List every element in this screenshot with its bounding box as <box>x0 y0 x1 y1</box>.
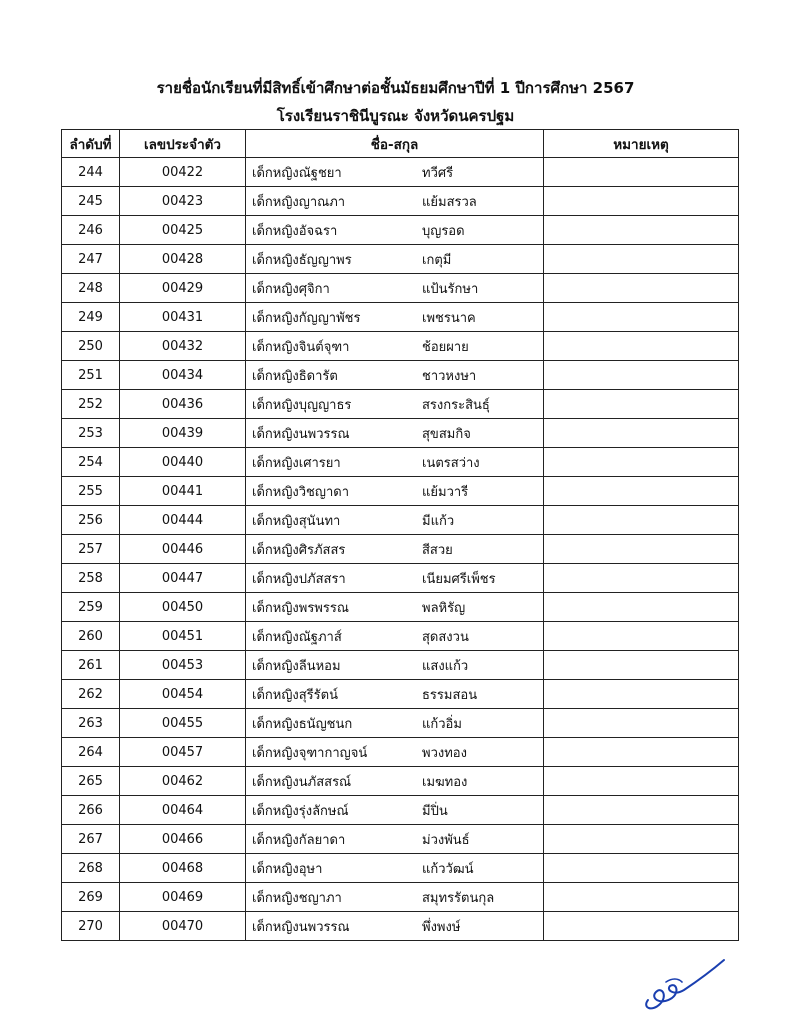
last-name: แก้ววัฒน์ <box>422 861 474 877</box>
header-remarks: หมายเหตุ <box>544 130 739 158</box>
remarks-cell <box>544 564 739 593</box>
remarks-cell <box>544 448 739 477</box>
full-name <box>252 916 543 937</box>
first-name: เด็กหญิงสุรีรัตน์ <box>252 687 338 703</box>
order-number-cell: 268 <box>62 854 120 883</box>
order-number-cell: 266 <box>62 796 120 825</box>
last-name: บุญรอด <box>422 223 465 239</box>
last-name: เกตุมี <box>422 252 452 268</box>
table-row <box>62 245 739 274</box>
remarks-cell <box>544 680 739 709</box>
table-row <box>62 216 739 245</box>
last-name: ทวีศรี <box>422 165 454 181</box>
first-name: เด็กหญิงจุฑากาญจน์ <box>252 745 368 761</box>
table-row <box>62 680 739 709</box>
first-name: เด็กหญิงนพวรรณ <box>252 919 350 935</box>
table-row <box>62 535 739 564</box>
full-name <box>252 568 543 589</box>
table-row <box>62 738 739 767</box>
full-name-cell <box>246 883 544 912</box>
first-name: เด็กหญิงกัลยาดา <box>252 832 346 848</box>
remarks-cell <box>544 796 739 825</box>
student-id-cell: 00444 <box>120 506 246 535</box>
last-name: สุขสมกิจ <box>422 426 471 442</box>
table-row <box>62 303 739 332</box>
last-name: พวงทอง <box>422 745 467 761</box>
remarks-cell <box>544 274 739 303</box>
full-name <box>252 365 543 386</box>
remarks-cell <box>544 245 739 274</box>
first-name: เด็กหญิงสุนันทา <box>252 513 341 529</box>
full-name-cell <box>246 390 544 419</box>
first-name: เด็กหญิงอุษา <box>252 861 323 877</box>
first-name: เด็กหญิงจินต์จุฑา <box>252 339 350 355</box>
full-name-cell <box>246 564 544 593</box>
first-name: เด็กหญิงศิรภัสสร <box>252 542 346 558</box>
remarks-cell <box>544 854 739 883</box>
student-id-cell: 00423 <box>120 187 246 216</box>
full-name-cell <box>246 361 544 390</box>
order-number-cell: 246 <box>62 216 120 245</box>
last-name: เนตรสว่าง <box>422 455 480 471</box>
student-id-cell: 00454 <box>120 680 246 709</box>
remarks-cell <box>544 622 739 651</box>
remarks-cell <box>544 535 739 564</box>
first-name: เด็กหญิงธนัญชนก <box>252 716 353 732</box>
table-header-row <box>62 130 739 158</box>
order-number-cell: 262 <box>62 680 120 709</box>
full-name <box>252 423 543 444</box>
order-number-cell: 265 <box>62 767 120 796</box>
full-name-cell <box>246 448 544 477</box>
first-name: เด็กหญิงชญาภา <box>252 890 342 906</box>
first-name: เด็กหญิงวิชญาดา <box>252 484 349 500</box>
table-row <box>62 622 739 651</box>
full-name <box>252 655 543 676</box>
student-id-cell: 00457 <box>120 738 246 767</box>
order-number-cell: 267 <box>62 825 120 854</box>
full-name-cell <box>246 593 544 622</box>
first-name: เด็กหญิงรุ่งลักษณ์ <box>252 803 349 819</box>
full-name <box>252 249 543 270</box>
full-name <box>252 394 543 415</box>
student-id-cell: 00425 <box>120 216 246 245</box>
full-name <box>252 539 543 560</box>
remarks-cell <box>544 593 739 622</box>
order-number-cell: 261 <box>62 651 120 680</box>
table-row <box>62 593 739 622</box>
full-name <box>252 278 543 299</box>
order-number-cell: 269 <box>62 883 120 912</box>
table-row <box>62 274 739 303</box>
student-id-cell: 00466 <box>120 825 246 854</box>
table-row <box>62 361 739 390</box>
remarks-cell <box>544 506 739 535</box>
student-id-cell: 00431 <box>120 303 246 332</box>
full-name <box>252 191 543 212</box>
last-name: สมุทรรัตนกุล <box>422 890 495 906</box>
table-row <box>62 825 739 854</box>
student-id-cell: 00446 <box>120 535 246 564</box>
table-row <box>62 564 739 593</box>
full-name-cell <box>246 419 544 448</box>
order-number-cell: 251 <box>62 361 120 390</box>
last-name: ธรรมสอน <box>422 687 478 703</box>
first-name: เด็กหญิงศุจิกา <box>252 281 330 297</box>
full-name-cell <box>246 912 544 941</box>
full-name <box>252 800 543 821</box>
remarks-cell <box>544 303 739 332</box>
last-name: ม่วงพันธ์ <box>422 832 470 848</box>
last-name: แย้มวารี <box>422 484 469 500</box>
last-name: เมฆทอง <box>422 774 468 790</box>
student-id-cell: 00462 <box>120 767 246 796</box>
student-id-cell: 00436 <box>120 390 246 419</box>
table-row <box>62 158 739 187</box>
order-number-cell: 258 <box>62 564 120 593</box>
full-name <box>252 771 543 792</box>
full-name-cell <box>246 216 544 245</box>
full-name <box>252 713 543 734</box>
table-row <box>62 854 739 883</box>
student-id-cell: 00432 <box>120 332 246 361</box>
full-name <box>252 829 543 850</box>
order-number-cell: 248 <box>62 274 120 303</box>
order-number-cell: 250 <box>62 332 120 361</box>
student-id-cell: 00453 <box>120 651 246 680</box>
first-name: เด็กหญิงณัฐชยา <box>252 165 342 181</box>
full-name-cell <box>246 622 544 651</box>
student-id-cell: 00455 <box>120 709 246 738</box>
student-id-cell: 00450 <box>120 593 246 622</box>
first-name: เด็กหญิงนภัสสรณ์ <box>252 774 352 790</box>
student-id-cell: 00422 <box>120 158 246 187</box>
table-row <box>62 506 739 535</box>
full-name <box>252 452 543 473</box>
remarks-cell <box>544 390 739 419</box>
full-name-cell <box>246 274 544 303</box>
table-row <box>62 651 739 680</box>
order-number-cell: 249 <box>62 303 120 332</box>
student-id-cell: 00468 <box>120 854 246 883</box>
order-number-cell: 247 <box>62 245 120 274</box>
remarks-cell <box>544 477 739 506</box>
last-name: แป้นรักษา <box>422 281 479 297</box>
last-name: สรงกระสินธุ์ <box>422 397 490 413</box>
full-name-cell <box>246 680 544 709</box>
order-number-cell: 257 <box>62 535 120 564</box>
last-name: สีสวย <box>422 542 453 558</box>
full-name-cell <box>246 477 544 506</box>
student-id-cell: 00440 <box>120 448 246 477</box>
full-name-cell <box>246 506 544 535</box>
first-name: เด็กหญิงณัฐภาส์ <box>252 629 342 645</box>
order-number-cell: 256 <box>62 506 120 535</box>
student-roster-table <box>61 129 739 941</box>
table-row <box>62 767 739 796</box>
full-name-cell <box>246 738 544 767</box>
remarks-cell <box>544 825 739 854</box>
last-name: แสงแก้ว <box>422 658 469 674</box>
order-number-cell: 270 <box>62 912 120 941</box>
table-row <box>62 390 739 419</box>
full-name-cell <box>246 709 544 738</box>
remarks-cell <box>544 158 739 187</box>
header-order-number: ลำดับที่ <box>62 130 120 158</box>
remarks-cell <box>544 187 739 216</box>
remarks-cell <box>544 883 739 912</box>
first-name: เด็กหญิงบุญญาธร <box>252 397 352 413</box>
student-id-cell: 00464 <box>120 796 246 825</box>
first-name: เด็กหญิงอัจฉรา <box>252 223 338 239</box>
full-name <box>252 887 543 908</box>
first-name: เด็กหญิงพรพรรณ <box>252 600 349 616</box>
student-id-cell: 00470 <box>120 912 246 941</box>
school-name: โรงเรียนราชินีบูรณะ จังหวัดนครปฐม <box>276 107 515 125</box>
last-name: มีแก้ว <box>422 513 455 529</box>
order-number-cell: 259 <box>62 593 120 622</box>
full-name-cell <box>246 651 544 680</box>
order-number-cell: 244 <box>62 158 120 187</box>
remarks-cell <box>544 419 739 448</box>
last-name: ชาวหงษา <box>422 368 477 384</box>
last-name: พึ่งพงษ์ <box>422 919 461 935</box>
full-name <box>252 162 543 183</box>
first-name: เด็กหญิงธัญญาพร <box>252 252 352 268</box>
table-row <box>62 448 739 477</box>
student-id-cell: 00441 <box>120 477 246 506</box>
full-name <box>252 481 543 502</box>
table-row <box>62 709 739 738</box>
full-name <box>252 510 543 531</box>
table-body <box>62 158 739 941</box>
full-name <box>252 858 543 879</box>
full-name <box>252 307 543 328</box>
student-id-cell: 00469 <box>120 883 246 912</box>
full-name-cell <box>246 187 544 216</box>
header-full-name: ชื่อ-สกุล <box>246 130 544 158</box>
last-name: เนียมศรีเพ็ชร <box>422 571 496 587</box>
first-name: เด็กหญิงญาณภา <box>252 194 346 210</box>
remarks-cell <box>544 738 739 767</box>
last-name: แก้วอิ่ม <box>422 716 462 732</box>
order-number-cell: 255 <box>62 477 120 506</box>
full-name <box>252 684 543 705</box>
full-name <box>252 742 543 763</box>
full-name <box>252 597 543 618</box>
student-id-cell: 00434 <box>120 361 246 390</box>
table-row <box>62 332 739 361</box>
first-name: เด็กหญิงปภัสสรา <box>252 571 346 587</box>
last-name: พลหิรัญ <box>422 600 466 616</box>
table-row <box>62 796 739 825</box>
first-name: เด็กหญิงลีนหอม <box>252 658 341 674</box>
last-name: แย้มสรวล <box>422 194 477 210</box>
full-name-cell <box>246 303 544 332</box>
last-name: ช้อยผาย <box>422 339 469 355</box>
remarks-cell <box>544 216 739 245</box>
last-name: เพชรนาค <box>422 310 476 326</box>
remarks-cell <box>544 651 739 680</box>
student-id-cell: 00439 <box>120 419 246 448</box>
first-name: เด็กหญิงธิดารัต <box>252 368 338 384</box>
table-row <box>62 883 739 912</box>
full-name-cell <box>246 767 544 796</box>
full-name-cell <box>246 825 544 854</box>
table-row <box>62 912 739 941</box>
full-name-cell <box>246 332 544 361</box>
full-name-cell <box>246 796 544 825</box>
first-name: เด็กหญิงนพวรรณ <box>252 426 350 442</box>
table-row <box>62 477 739 506</box>
student-id-cell: 00429 <box>120 274 246 303</box>
order-number-cell: 264 <box>62 738 120 767</box>
header-student-id: เลขประจำตัว <box>120 130 246 158</box>
full-name-cell <box>246 158 544 187</box>
remarks-cell <box>544 767 739 796</box>
remarks-cell <box>544 709 739 738</box>
full-name <box>252 336 543 357</box>
table-row <box>62 419 739 448</box>
order-number-cell: 263 <box>62 709 120 738</box>
table-row <box>62 187 739 216</box>
last-name: มีปิ่น <box>422 803 448 819</box>
order-number-cell: 252 <box>62 390 120 419</box>
remarks-cell <box>544 332 739 361</box>
document-title: รายชื่อนักเรียนที่มีสิทธิ์เข้าศึกษาต่อชั้นมัธยมศึกษาปีที่ 1 ปีการศึกษา 2567 <box>156 79 635 97</box>
full-name-cell <box>246 854 544 883</box>
student-id-cell: 00447 <box>120 564 246 593</box>
full-name-cell <box>246 535 544 564</box>
full-name-cell <box>246 245 544 274</box>
first-name: เด็กหญิงกัญญาพัชร <box>252 310 361 326</box>
full-name <box>252 220 543 241</box>
full-name <box>252 626 543 647</box>
student-id-cell: 00428 <box>120 245 246 274</box>
order-number-cell: 245 <box>62 187 120 216</box>
first-name: เด็กหญิงเศารยา <box>252 455 341 471</box>
student-id-cell: 00451 <box>120 622 246 651</box>
remarks-cell <box>544 912 739 941</box>
remarks-cell <box>544 361 739 390</box>
last-name: สุดสงวน <box>422 629 469 645</box>
order-number-cell: 260 <box>62 622 120 651</box>
order-number-cell: 254 <box>62 448 120 477</box>
order-number-cell: 253 <box>62 419 120 448</box>
signature-mark <box>638 952 728 1012</box>
